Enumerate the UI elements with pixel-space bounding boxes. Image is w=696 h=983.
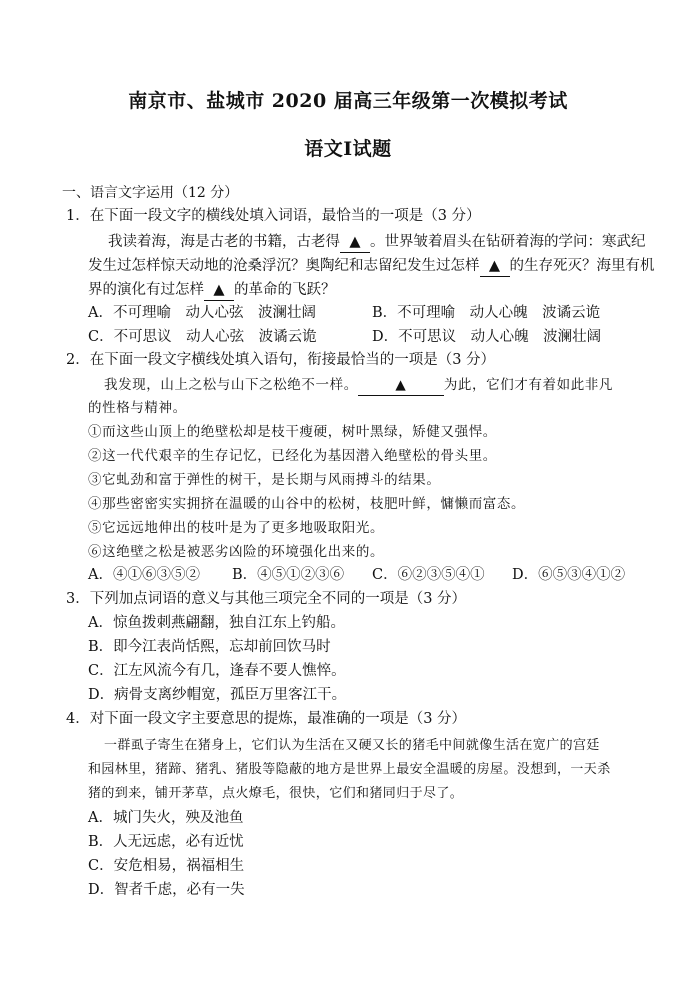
q1-option-a: A．不可理喻 动人心弦 波澜壮阔 bbox=[88, 305, 316, 321]
q1-option-b: B．不可理喻 动人心魄 波谲云诡 bbox=[372, 305, 601, 321]
q4-passage-line-1: 一群虱子寄生在猪身上，它们认为生活在又硬又长的猪毛中间就像生活在宽广的宫廷 bbox=[104, 738, 600, 753]
q2-option-a: A．④①⑥③⑤② bbox=[88, 567, 200, 583]
q4-option-c: C．安危相易，祸福相生 bbox=[88, 858, 245, 874]
q2-option-c: C．⑥②③⑤④① bbox=[372, 567, 485, 583]
exam-title: 南京市、盐城市 2020 届高三年级第一次模拟考试 bbox=[128, 90, 568, 112]
q3-option-c: C．江左风流今有几，逢春不要人憔悴。 bbox=[88, 663, 346, 679]
q2-option-b: B．④⑤①②③⑥ bbox=[232, 567, 345, 583]
q2-item-5: ⑤它远远地伸出的枝叶是为了更多地吸取阳光。 bbox=[88, 520, 385, 536]
q4-option-b: B．人无远虑，必有近忧 bbox=[88, 834, 244, 850]
q1-option-c: C．不可思议 动人心弦 波谲云诡 bbox=[88, 329, 317, 345]
q4-passage-line-2: 和园林里，猪蹄、猪乳、猪股等隐蔽的地方是世界上最安全温暖的房屋。没想到，一天杀 bbox=[88, 762, 611, 777]
q4-passage-line-3: 猪的到来，铺开茅草，点火燎毛，很快，它们和猪同归于尽了。 bbox=[88, 786, 464, 801]
section-heading: 一、语言文字运用（12 分） bbox=[62, 185, 239, 201]
q2-blank: ▲ bbox=[358, 375, 444, 396]
q1-blank-3: ▲ bbox=[204, 280, 234, 301]
q3-option-d: D．病骨支离纱帽宽，孤臣万里客江干。 bbox=[88, 687, 347, 703]
q4-stem: 4．对下面一段文字主要意思的提炼，最准确的一项是（3 分） bbox=[66, 711, 467, 727]
q3-option-a: A．惊鱼拨刺燕翩翻，独自江东上钓船。 bbox=[88, 615, 345, 631]
q2-item-1: ①而这些山顶上的绝壁松却是枝干瘦硬，树叶黑绿，矫健又强悍。 bbox=[88, 424, 497, 440]
q1-passage-line-3: 界的演化有过怎样 ▲ 的革命的飞跃？ bbox=[88, 280, 336, 301]
q2-item-4: ④那些密密实实拥挤在温暖的山谷中的松树，枝肥叶鲜，慵懒而富态。 bbox=[88, 496, 526, 512]
q3-stem: 3．下列加点词语的意义与其他三项完全不同的一项是（3 分） bbox=[66, 591, 467, 607]
q2-item-6: ⑥这绝壁之松是被恶劣凶险的环境强化出来的。 bbox=[88, 544, 385, 560]
q2-passage-line-2: 的性格与精神。 bbox=[88, 400, 187, 416]
q2-item-3: ③它虬劲和富于弹性的树干，是长期与风雨搏斗的结果。 bbox=[88, 472, 441, 488]
q1-stem: 1．在下面一段文字的横线处填入词语，最恰当的一项是（3 分） bbox=[66, 208, 481, 224]
q3-option-b: B．即今江表尚恬熙，忘却前回饮马时 bbox=[88, 639, 331, 655]
q2-option-d: D．⑥⑤③④①② bbox=[512, 567, 626, 583]
q1-passage-line-1: 我读着海，海是古老的书籍，古老得 ▲ 。世界皱着眉头在钻研着海的学问：寒武纪 bbox=[108, 232, 646, 253]
q4-option-d: D．智者千虑，必有一失 bbox=[88, 882, 245, 898]
q2-item-2: ②这一代代艰辛的生存记忆，已经化为基因潜入绝壁松的骨头里。 bbox=[88, 448, 497, 464]
q1-blank-1: ▲ bbox=[340, 232, 370, 253]
q2-passage-line-1: 我发现，山上之松与山下之松绝不一样。 ▲ 为此，它们才有着如此非凡 bbox=[104, 375, 613, 396]
q1-option-d: D．不可思议 动人心魄 波澜壮阔 bbox=[372, 329, 602, 345]
q1-passage-line-2: 发生过怎样惊天动地的沧桑浮沉？奥陶纪和志留纪发生过怎样 ▲ 的生存死灭？海里有机 bbox=[88, 256, 655, 277]
q4-option-a: A．城门失火，殃及池鱼 bbox=[88, 810, 244, 826]
q1-blank-2: ▲ bbox=[480, 256, 510, 277]
exam-subtitle: 语文Ⅰ试题 bbox=[304, 138, 392, 160]
q2-stem: 2．在下面一段文字横线处填入语句，衔接最恰当的一项是（3 分） bbox=[66, 352, 496, 368]
